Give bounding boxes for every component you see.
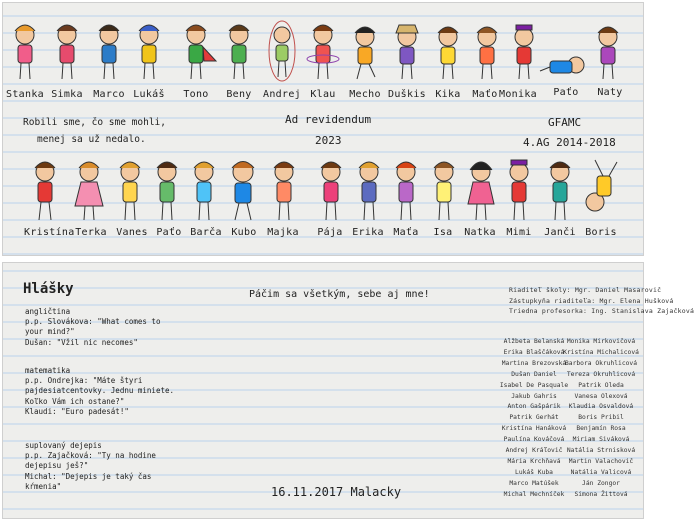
quote-line: p.p. Ondrejka: "Máte štyri [25,376,143,386]
student-name: Vanesa Olexová [574,392,628,400]
staff-line: Riaditeľ školy: Mgr. Daniel Masarovič [509,286,662,294]
student-name: Klaudia Osvaldová [568,403,634,411]
name-label: Majka [267,227,299,238]
quote-line: p.p. Zajačková: "Ty na hodine [25,451,156,461]
name-label: Stanka [6,89,44,100]
quotes-heading: Hlášky [23,281,74,297]
name-label: Andrej [263,89,301,100]
student-name: Anton Gašpárik [507,403,561,411]
quote-line: Dušan: "Vžil nic necomes" [25,337,138,347]
subject-label: angličtina [25,307,71,316]
quote-line: your mind?" [25,327,75,337]
quote-line: p.p. Slovákova: "What comes to [25,317,161,327]
student-name: Andrej Kráľovič [505,447,563,455]
student-name: Dušan Daniel [511,370,557,378]
quote-line: Michal: "Dejepis je taký čas [25,471,152,481]
date-place: 16.11.2017 Malacky [271,485,402,499]
name-label: Erika [352,227,384,238]
quote-section [25,307,160,348]
quote-line: dejepisu ješ?" [25,461,89,471]
student-name: Simona Žittová [574,490,628,498]
student-name: Patrik Oleda [578,381,624,389]
student-name: Tereza Okruhlicová [566,370,636,378]
student-name: Alžbeta Belanská [503,338,565,345]
name-label: Vanes [116,227,148,238]
name-label: Paťo [156,227,182,238]
bottom-panel [2,262,694,519]
name-label: Monika [499,89,537,100]
staff-line: Zástupkyňa riaditeľa: Mgr. Elena Hušková [509,296,674,305]
subject-label: matematika [25,366,71,375]
top-panel [2,2,644,256]
name-label: Terka [75,227,107,238]
name-label: Boris [585,227,617,238]
name-label: Simka [51,89,83,100]
student-name: Marco Matúšek [509,479,559,487]
name-label: Beny [226,89,252,100]
student-name: Martina Brezovská [501,359,567,367]
class-label: 4.AG 2014-2018 [523,136,616,149]
student-name: Boris Pribil [578,414,624,422]
student-name: Mária Krchňavá [507,457,561,465]
name-label: Naty [597,87,623,98]
name-label: Natka [464,227,496,238]
staff-line: Triedna profesorka: Ing. Stanislava Zajačková [509,307,694,315]
student-list-right [545,337,657,501]
student-name: Natália Valicová [570,468,632,476]
staff-list [509,285,694,317]
quote-line: Koľko Vám ich ostane?" [25,396,125,406]
name-label: Pája [317,227,343,238]
name-label: Marco [93,89,125,100]
student-name: Paulína Kováčová [503,436,565,444]
name-label: Kristína [24,227,75,238]
name-label: Klau [310,89,336,100]
name-label: Paťo [553,87,579,98]
name-label: Mecho [349,89,381,100]
kid-illustration-row2 [3,156,643,228]
motto: Páčim sa všetkým, sebe aj mne! [249,289,430,300]
subject-label: suplovaný dejepis [25,441,102,450]
student-name: Jakub Gahris [511,392,557,400]
quote-section [25,441,156,492]
quote-line-2: menej sa už nedalo. [37,134,146,145]
student-name: Patrik Gerhát [509,414,559,422]
quote-line-1: Robili sme, čo sme mohli, [23,117,166,128]
quote-line: Klaudi: "Euro padesát!" [25,406,129,416]
student-name: Michal Mechníček [503,490,565,498]
name-label: Maťo [472,89,498,100]
kid-illustration-row1 [3,21,643,87]
student-name: Ján Zongor [582,479,620,487]
name-label: Duškis [388,89,426,100]
student-name: Benjamín Rosa [576,425,626,433]
student-name: Miriam Siváková [572,436,630,444]
student-name: Natália Strnisková [566,447,636,455]
student-name: Lukáš Kuba [515,468,553,476]
quote-line: pajdesiatcentovky. Jednu miniete. [25,386,175,396]
quote-section [25,366,174,417]
title: Ad revidendum [285,113,372,126]
name-label: Barča [190,227,222,238]
name-label: Kika [435,89,461,100]
student-name: Monika Mirkovičová [566,338,636,345]
student-name: Kristína Michalicová [563,348,639,356]
name-label: Tono [183,89,209,100]
name-label: Mimi [506,227,532,238]
student-name: Kristína Hanáková [501,425,567,433]
year: 2023 [315,134,342,147]
school-name: GFAMC [548,116,582,129]
student-name: Barbora Okruhlicová [564,359,638,367]
quote-line: kŕmenia" [25,481,62,491]
name-label: Isa [433,227,453,238]
name-label: Janči [544,227,576,238]
name-label: Kubo [231,227,257,238]
name-label: Maťa [393,227,419,238]
student-name: Isabel De Pasquale [499,381,569,389]
student-name: Martin Valachovič [568,457,634,465]
student-name: Erika Blaščáková [503,348,565,356]
name-label: Lukáš [133,89,165,100]
